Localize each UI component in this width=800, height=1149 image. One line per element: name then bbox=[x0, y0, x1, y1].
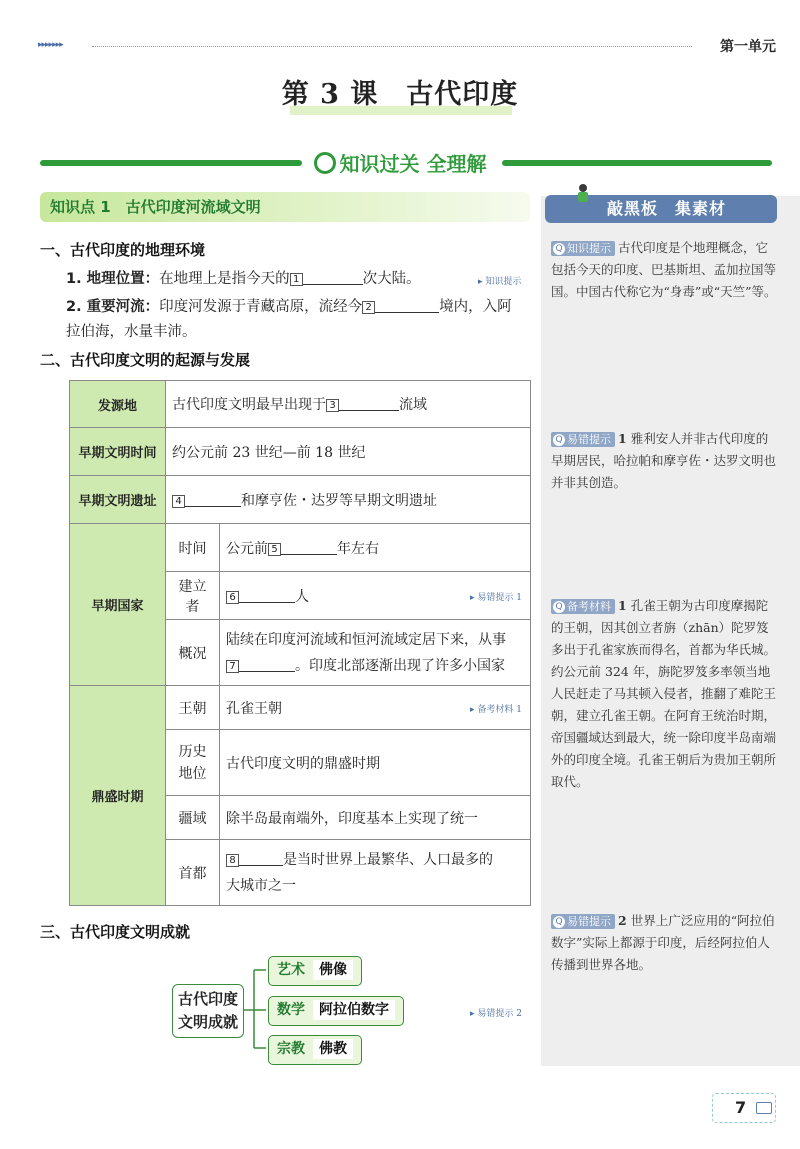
table-cell bbox=[220, 686, 531, 730]
lesson-title: 第 3 课 古代印度 bbox=[281, 79, 519, 110]
river-line-2: 拉伯海，水量丰沛。 bbox=[66, 324, 197, 340]
teacher-icon bbox=[572, 182, 594, 204]
table-row bbox=[70, 476, 531, 524]
sidebar-note-knowledge bbox=[551, 237, 779, 303]
error-tip-1-link[interactable]: ▸ 易错提示 1 bbox=[470, 590, 522, 603]
mindmap-root bbox=[172, 984, 244, 1038]
river-label: 2. 重要河流： bbox=[66, 299, 160, 315]
sidebar-note-error-1 bbox=[551, 428, 779, 494]
mindmap-node-religion bbox=[268, 1035, 362, 1065]
table-row bbox=[70, 686, 531, 730]
answer-blank-4[interactable] bbox=[185, 493, 241, 507]
table-cell bbox=[220, 524, 531, 572]
cell-text: 人 bbox=[295, 588, 309, 605]
header-arrows: ▸▸▸▸▸▸▸ bbox=[38, 40, 63, 50]
section3-heading: 三、古代印度文明成就 bbox=[40, 923, 191, 941]
blank-number-4: 4 bbox=[172, 495, 185, 508]
node-value: 佛教 bbox=[313, 1039, 353, 1059]
cell-text: 年左右 bbox=[337, 540, 379, 557]
geo-location-line bbox=[66, 265, 526, 293]
note-tag: Q 易错提示 bbox=[551, 432, 615, 447]
sidebar-note-exam-1 bbox=[551, 595, 779, 793]
blank-number-3: 3 bbox=[326, 399, 339, 412]
section-banner bbox=[0, 148, 800, 177]
note-tag: Q 易错提示 bbox=[551, 914, 615, 929]
cell-text: 大城市之一 bbox=[226, 877, 296, 894]
sub-header: 时间 bbox=[166, 524, 220, 572]
node-value: 佛像 bbox=[313, 960, 353, 980]
river-tail: 境内，入阿 bbox=[439, 299, 512, 315]
cell-text: 公元前 bbox=[226, 540, 268, 557]
table-cell: 除半岛最南端外，印度基本上实现了统一 bbox=[220, 796, 531, 840]
cell-text: 是当时世界上最繁华、人口最多的 bbox=[283, 851, 493, 868]
book-icon bbox=[756, 1102, 772, 1114]
note-tag: Q 备考材料 bbox=[551, 599, 615, 614]
unit-label: 第一单元 bbox=[720, 39, 776, 55]
answer-blank-2[interactable] bbox=[375, 299, 439, 313]
sub-header: 疆域 bbox=[166, 796, 220, 840]
blank-number-5: 5 bbox=[268, 543, 281, 556]
table-row bbox=[70, 428, 531, 476]
table-row bbox=[70, 524, 531, 572]
mindmap-node-math bbox=[268, 996, 404, 1026]
civilization-table bbox=[69, 380, 531, 906]
cell-text: 孔雀王朝 bbox=[226, 700, 282, 717]
node-value: 阿拉伯数字 bbox=[313, 1000, 395, 1020]
table-cell bbox=[166, 476, 531, 524]
note-text: 雅利安人并非古代印度的早期居民，哈拉帕和摩亨佐・达罗文明也并非其创造。 bbox=[551, 431, 777, 490]
table-cell: 约公元前 23 世纪—前 18 世纪 bbox=[166, 428, 531, 476]
row-header-origin: 发源地 bbox=[70, 381, 166, 428]
answer-blank-3[interactable] bbox=[339, 397, 399, 411]
cell-text: 流域 bbox=[399, 397, 427, 413]
note-text: 世界上广泛应用的“阿拉伯数字”实际上都源于印度，后经阿拉伯人传播到世界各地。 bbox=[551, 913, 775, 972]
cell-text: 和摩亨佐・达罗等早期文明遗址 bbox=[241, 492, 437, 509]
row-header-early-state: 早期国家 bbox=[70, 524, 166, 686]
cell-text: 陆续在印度河流域和恒河流域定居下来，从事 bbox=[226, 631, 506, 648]
note-number: 1 bbox=[618, 431, 627, 446]
error-tip-2-link[interactable]: ▸ 易错提示 2 bbox=[470, 1006, 522, 1019]
blank-number-6: 6 bbox=[226, 591, 239, 604]
blank-number-1: 1 bbox=[290, 273, 303, 286]
knowledge-point-title: 知识点 1 古代印度河流域文明 bbox=[40, 192, 530, 222]
note-text: 孔雀王朝为古印度摩揭陀的王朝，因其创立者旃（zhān）陀罗笈多出于孔雀家族而得名，首都为华氏城。约公元前 324 年，旃陀罗笈多率领当地人民赶走了马其顿入侵者，推翻了难陀王朝，建立孔雀王朝。在阿育王统治时期，帝国疆域达到最大，统一除印度半岛南端外的印度全境。孔雀王朝后为贵加王朝所取代。 bbox=[551, 598, 777, 789]
mindmap-root-line: 文明成就 bbox=[177, 1013, 238, 1031]
sub-header: 首都 bbox=[166, 840, 220, 906]
sub-header bbox=[166, 730, 220, 796]
table-cell bbox=[220, 840, 531, 906]
mindmap-root-line: 古代印度 bbox=[177, 990, 238, 1008]
table-row bbox=[70, 381, 531, 428]
answer-blank-1[interactable] bbox=[303, 271, 363, 285]
geo-location-text: 在地理上是指今天的 bbox=[159, 271, 290, 287]
blank-number-7: 7 bbox=[226, 660, 239, 673]
header-divider bbox=[92, 46, 692, 47]
knowledge-tip-link[interactable]: ▸ 知识提示 bbox=[478, 274, 521, 287]
refresh-icon bbox=[314, 152, 336, 174]
blank-number-8: 8 bbox=[226, 854, 239, 867]
note-text: 古代印度是个地理概念，它包括今天的印度、巴基斯坦、孟加拉国等国。中国古代称它为“身毒”或“天竺”等。 bbox=[551, 240, 777, 299]
blank-number-2: 2 bbox=[362, 301, 375, 314]
river-text: 印度河发源于青藏高原，流经今 bbox=[159, 299, 363, 315]
sub-header: 王朝 bbox=[166, 686, 220, 730]
sidebar-note-error-2 bbox=[551, 910, 779, 976]
row-header-time: 早期文明时间 bbox=[70, 428, 166, 476]
answer-blank-8[interactable] bbox=[239, 852, 283, 866]
geo-location-tail: 次大陆。 bbox=[362, 271, 421, 287]
section2-heading: 二、古代印度文明的起源与发展 bbox=[40, 351, 251, 369]
sub-header: 概况 bbox=[166, 620, 220, 686]
river-line bbox=[66, 293, 532, 321]
sub-header: 建立者 bbox=[166, 572, 220, 620]
note-tag: Q 知识提示 bbox=[551, 241, 615, 256]
sub-header-line: 历史 bbox=[178, 743, 207, 760]
geo-location-label: 1. 地理位置： bbox=[66, 271, 160, 287]
banner-text: 知识过关 全理解 bbox=[339, 152, 487, 176]
answer-blank-6[interactable] bbox=[239, 589, 295, 603]
row-header-sites: 早期文明遗址 bbox=[70, 476, 166, 524]
mindmap-node-art bbox=[268, 956, 362, 986]
exam-material-1-link[interactable]: ▸ 备考材料 1 bbox=[470, 702, 522, 715]
answer-blank-5[interactable] bbox=[281, 541, 337, 555]
page-number-text: 7 bbox=[735, 1098, 747, 1117]
table-cell: 古代印度文明的鼎盛时期 bbox=[220, 730, 531, 796]
note-number: 1 bbox=[618, 598, 627, 613]
table-cell bbox=[220, 620, 531, 686]
cell-text: 古代印度文明最早出现于 bbox=[172, 397, 326, 413]
table-cell bbox=[166, 381, 531, 428]
node-key: 艺术 bbox=[277, 962, 305, 978]
sub-header-line: 地位 bbox=[178, 765, 207, 782]
note-number: 2 bbox=[618, 913, 627, 928]
answer-blank-7[interactable] bbox=[239, 658, 295, 672]
row-header-peak: 鼎盛时期 bbox=[70, 686, 166, 906]
node-key: 数学 bbox=[277, 1002, 305, 1018]
section1-heading: 一、古代印度的地理环境 bbox=[40, 241, 206, 259]
page-number bbox=[712, 1093, 776, 1123]
table-cell bbox=[220, 572, 531, 620]
sidebar-title: 敲黑板 集素材 bbox=[545, 195, 777, 223]
cell-text: 。印度北部逐渐出现了许多小国家 bbox=[295, 657, 505, 674]
node-key: 宗教 bbox=[277, 1041, 305, 1057]
